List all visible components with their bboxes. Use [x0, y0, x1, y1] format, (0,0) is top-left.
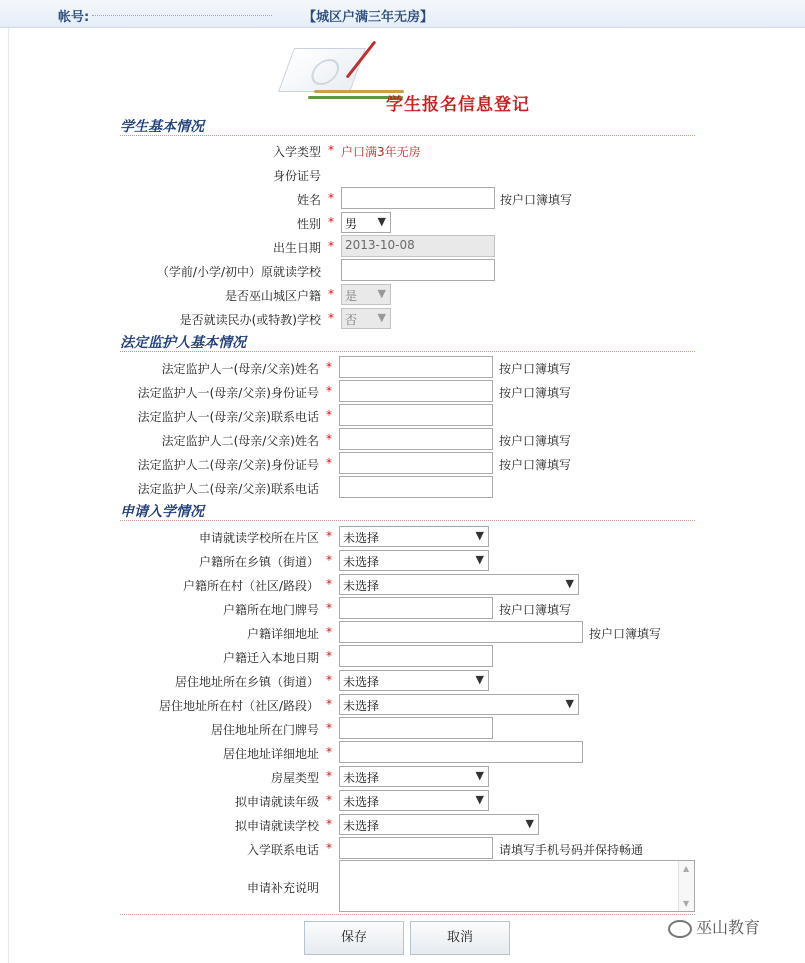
hukou-town-label: 户籍所在乡镇（街道） [198, 555, 319, 569]
required-mark: * [328, 311, 334, 325]
top-bar [0, 0, 805, 28]
guardian2-name-input[interactable] [339, 428, 493, 450]
required-mark: * [326, 697, 332, 711]
guardian1-id-hint: 按户口簿填写 [499, 386, 572, 400]
hukou-village-label: 户籍所在村（社区/路段） [182, 579, 319, 593]
hukou-house-no-hint: 按户口簿填写 [499, 603, 572, 617]
guardian1-name-input[interactable] [339, 356, 493, 378]
res-house-no-label: 居住地址所在门牌号 [210, 723, 319, 737]
hukou-house-no-label: 户籍所在地门牌号 [222, 603, 319, 617]
cancel-button[interactable]: 取消 [410, 921, 510, 955]
required-mark: * [326, 841, 332, 855]
chevron-down-icon: ▼ [475, 793, 484, 806]
section-title-guardian: 法定监护人基本情况 [120, 330, 695, 352]
guardian2-phone-input[interactable] [339, 476, 493, 498]
account-type: 【城区户满三年无房】 [303, 10, 434, 25]
required-mark: * [326, 577, 332, 591]
hukou-house-no-input[interactable] [339, 597, 493, 619]
res-village-label: 居住地址所在村（社区/路段） [158, 699, 319, 713]
name-label: 姓名 [296, 193, 321, 207]
guardian1-id-input[interactable] [339, 380, 493, 402]
required-mark: * [328, 143, 334, 157]
guardian2-phone-label: 法定监护人二(母亲/父亲)联系电话 [137, 482, 319, 496]
hukou-address-input[interactable] [339, 621, 583, 643]
grade-select[interactable]: 未选择 ▼ [339, 790, 489, 811]
house-type-label: 房屋类型 [270, 771, 319, 785]
admission-type-label: 入学类型 [272, 145, 321, 159]
required-mark: * [326, 649, 332, 663]
phone-hint: 请填写手机号码并保持畅通 [499, 843, 644, 857]
guardian1-id-label: 法定监护人一(母亲/父亲)身份证号 [137, 386, 319, 400]
required-mark: * [326, 360, 332, 374]
remark-textarea[interactable] [339, 860, 695, 912]
res-town-label: 居住地址所在乡镇（街道） [174, 675, 319, 689]
chevron-down-icon: ▼ [377, 311, 386, 324]
required-mark: * [326, 817, 332, 831]
res-address-input[interactable] [339, 741, 583, 763]
res-town-select[interactable]: 未选择 ▼ [339, 670, 489, 691]
guardian1-phone-label: 法定监护人一(母亲/父亲)联系电话 [137, 410, 319, 424]
guardian2-id-hint: 按户口簿填写 [499, 458, 572, 472]
required-mark: * [326, 456, 332, 470]
district-label: 申请就读学校所在片区 [198, 531, 319, 545]
id-number-label: 身份证号 [272, 169, 321, 183]
birthdate-input: 2013-10-08 [341, 235, 495, 257]
section-title-student: 学生基本情况 [120, 114, 695, 136]
guardian1-phone-input[interactable] [339, 404, 493, 426]
hukou-address-hint: 按户口簿填写 [589, 627, 662, 641]
hukou-select: 是 ▼ [341, 284, 391, 305]
school-label: 拟申请就读学校 [234, 819, 319, 833]
required-mark: * [326, 432, 332, 446]
watermark-text: 巫山教育 [696, 918, 761, 937]
chevron-down-icon: ▼ [525, 817, 534, 830]
required-mark: * [326, 673, 332, 687]
page-title: 学生报名信息登记 [386, 95, 530, 115]
section-title-application: 申请入学情况 [120, 499, 695, 521]
scrollbar[interactable] [678, 861, 694, 911]
admission-type-value: 户口满3年无房 [341, 145, 421, 159]
district-select[interactable]: 未选择 ▼ [339, 526, 489, 547]
grade-label: 拟申请就读年级 [234, 795, 319, 809]
private-school-select: 否 ▼ [341, 308, 391, 329]
guardian2-id-label: 法定监护人二(母亲/父亲)身份证号 [137, 458, 319, 472]
phone-input[interactable] [339, 837, 493, 859]
guardian2-name-label: 法定监护人二(母亲/父亲)姓名 [161, 434, 319, 448]
guardian2-id-input[interactable] [339, 452, 493, 474]
required-mark: * [328, 215, 334, 229]
phone-label: 入学联系电话 [246, 843, 319, 857]
hukou-town-select[interactable]: 未选择 ▼ [339, 550, 489, 571]
page-border [8, 28, 9, 963]
header-banner [278, 40, 538, 115]
chevron-down-icon: ▼ [475, 553, 484, 566]
guardian1-name-hint: 按户口簿填写 [499, 362, 572, 376]
hukou-address-label: 户籍详细地址 [246, 627, 319, 641]
chevron-down-icon: ▼ [475, 769, 484, 782]
res-address-label: 居住地址详细地址 [222, 747, 319, 761]
school-select[interactable]: 未选择 ▼ [339, 814, 539, 835]
required-mark: * [326, 553, 332, 567]
required-mark: * [326, 769, 332, 783]
required-mark: * [326, 384, 332, 398]
guardian1-name-label: 法定监护人一(母亲/父亲)姓名 [161, 362, 319, 376]
wechat-icon [668, 920, 692, 938]
required-mark: * [326, 408, 332, 422]
chevron-down-icon: ▼ [565, 577, 574, 590]
chevron-down-icon: ▼ [475, 529, 484, 542]
required-mark: * [326, 625, 332, 639]
divider [120, 914, 695, 915]
required-mark: * [326, 793, 332, 807]
guardian2-name-hint: 按户口簿填写 [499, 434, 572, 448]
chevron-down-icon: ▼ [377, 215, 386, 228]
birthdate-label: 出生日期 [272, 241, 321, 255]
watermark [668, 915, 760, 938]
res-village-select[interactable]: 未选择 ▼ [339, 694, 579, 715]
chevron-down-icon: ▼ [565, 697, 574, 710]
required-mark: * [328, 239, 334, 253]
res-house-no-input[interactable] [339, 717, 493, 739]
house-type-select[interactable]: 未选择 ▼ [339, 766, 489, 787]
gender-select[interactable]: 男 ▼ [341, 212, 391, 233]
scroll-down-icon: ▼ [683, 899, 690, 908]
hukou-move-date-label: 户籍迁入本地日期 [222, 651, 319, 665]
hukou-label: 是否巫山城区户籍 [224, 289, 321, 303]
chevron-down-icon: ▼ [377, 287, 386, 300]
required-mark: * [326, 601, 332, 615]
chevron-down-icon: ▼ [475, 673, 484, 686]
hukou-village-select[interactable]: 未选择 ▼ [339, 574, 579, 595]
required-mark: * [328, 191, 334, 205]
required-mark: * [328, 287, 334, 301]
private-school-label: 是否就读民办(或特教)学校 [179, 313, 321, 327]
student-name-input[interactable] [341, 187, 495, 209]
scroll-up-icon: ▲ [683, 864, 690, 873]
hukou-move-date-input[interactable] [339, 645, 493, 667]
prev-school-input[interactable] [341, 259, 495, 281]
account-label: 帐号: [58, 10, 90, 25]
required-mark: * [326, 721, 332, 735]
required-mark: * [326, 745, 332, 759]
prev-school-label: （学前/小学/初中）原就读学校 [156, 265, 321, 279]
save-button[interactable]: 保存 [304, 921, 404, 955]
account-value-masked [92, 12, 272, 16]
required-mark: * [326, 529, 332, 543]
remark-label: 申请补充说明 [246, 881, 319, 895]
name-hint: 按户口簿填写 [500, 193, 573, 207]
gender-label: 性别 [296, 217, 321, 231]
